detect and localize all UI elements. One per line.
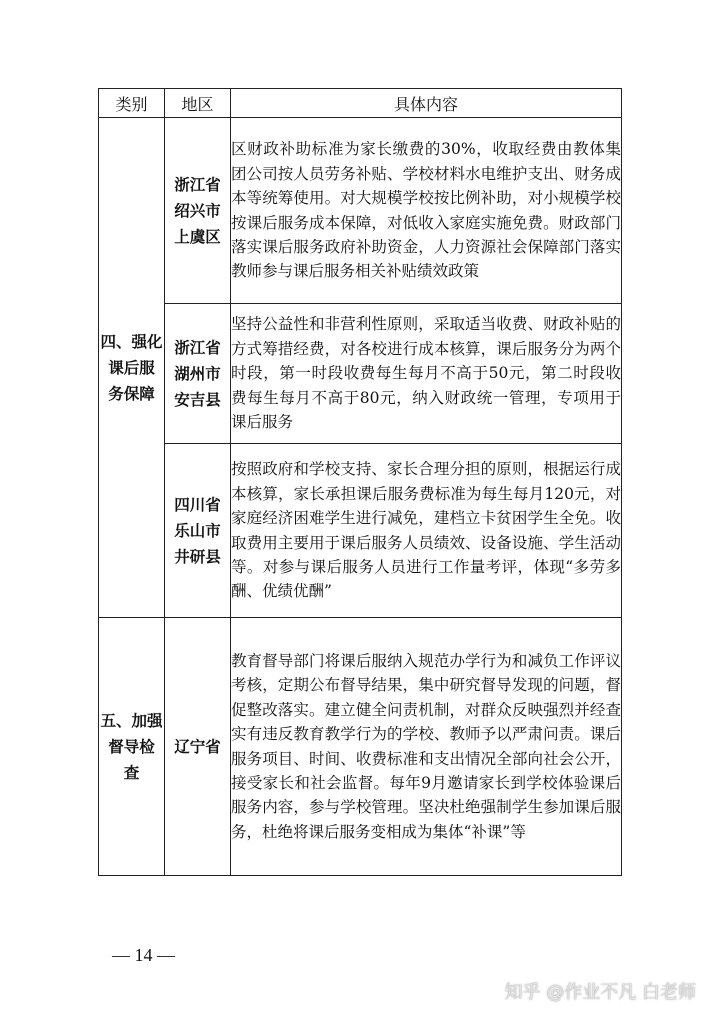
content-cell: 教育督导部门将课后服纳入规范办学行为和减负工作评议考核，定期公布督导结果，集中研究督导发现的问题，督促整改落实。建立健全问责机制，对群众反映强烈并经查实有违反教育教学行为的学校、教师予以严肃问责。课后服务项目、时间、收费标准和支出情况全部向社会公开，接受家长和社会监督。每年9月邀请家长到学校体验课后服务内容，参与学校管理。坚决杜绝强制学生参加课后服务，杜绝将课后服务变相成为集体“补课”等: [231, 618, 622, 876]
header-content: 具体内容: [231, 89, 622, 118]
header-category: 类别: [99, 89, 165, 118]
table-header-row: [99, 89, 622, 118]
category-cell-service-guarantee: 四、强化 课后服 务保障: [99, 118, 165, 618]
region-cell: 辽宁省: [165, 618, 231, 876]
policy-table: [98, 88, 622, 876]
table-row: [99, 444, 622, 618]
page-number: — 14 —: [112, 945, 175, 965]
region-cell: 浙江省 绍兴市 上虞区: [165, 118, 231, 304]
table-row: [99, 304, 622, 444]
region-cell: 浙江省 湖州市 安吉县: [165, 304, 231, 444]
region-cell: 四川省 乐山市 井研县: [165, 444, 231, 618]
header-region: 地区: [165, 89, 231, 118]
content-cell: 按照政府和学校支持、家长合理分担的原则，根据运行成本核算，家长承担课后服务费标准为每生每月120元，对家庭经济困难学生进行减免，建档立卡贫困学生全免。收取费用主要用于课后服务人员绩效、设备设施、学生活动等。对参与课后服务人员进行工作量考评，体现“多劳多酬、优绩优酬”: [231, 444, 622, 618]
category-cell-supervision: 五、加强 督导检 查: [99, 618, 165, 876]
watermark: 知乎 @作业不凡 白老师: [504, 982, 696, 1003]
table-row: [99, 118, 622, 304]
content-cell: 坚持公益性和非营利性原则，采取适当收费、财政补贴的方式筹措经费，对各校进行成本核算，课后服务分为两个时段，第一时段收费每生每月不高于50元，第二时段收费每生每月不高于80元，纳入财政统一管理，专项用于课后服务: [231, 304, 622, 444]
content-cell: 区财政补助标准为家长缴费的30%，收取经费由教体集团公司按人员劳务补贴、学校材料水电维护支出、财务成本等统筹使用。对大规模学校按比例补助，对小规模学校按课后服务成本保障，对低收入家庭实施免费。财政部门落实课后服务政府补助资金，人力资源社会保障部门落实教师参与课后服务相关补贴绩效政策: [231, 118, 622, 304]
table-row: [99, 618, 622, 876]
